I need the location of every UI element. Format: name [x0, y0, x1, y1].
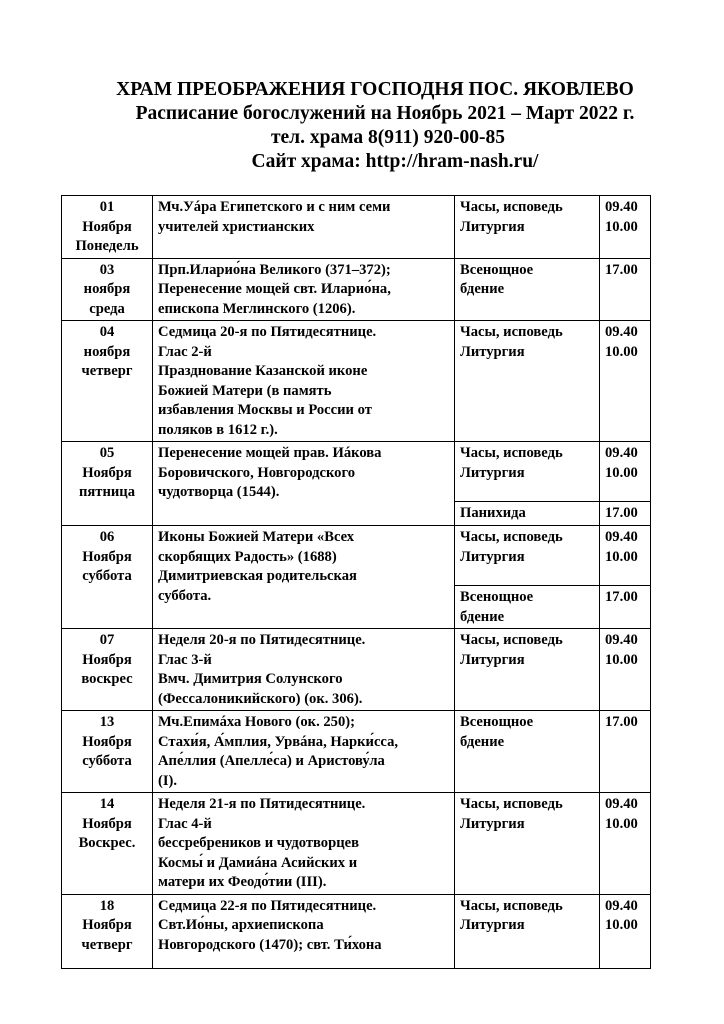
time-cell	[600, 442, 651, 502]
date-line: 07	[99, 632, 115, 648]
feast-description-line: Стахи́я, А́мплия, Урвáна, Нарки́сса,	[158, 733, 399, 750]
service-name: Часы, исповедь	[460, 445, 563, 461]
feast-description-cell	[153, 894, 455, 968]
service-time: 09.40	[605, 796, 638, 812]
feast-description-line: скорбящих Радость» (1688)	[158, 548, 337, 565]
service-name: Литургия	[460, 651, 525, 668]
date-line: Ноября	[82, 733, 132, 750]
schedule-row	[62, 711, 651, 793]
feast-description-line: Глас 3-й	[158, 651, 212, 668]
feast-description-line: Глас 4-й	[158, 815, 212, 832]
service-name: Литургия	[460, 815, 525, 832]
feast-description-cell	[153, 442, 455, 526]
date-cell	[62, 258, 153, 321]
service-name: Часы, исповедь	[460, 897, 563, 914]
date-line: 01	[99, 199, 115, 215]
schedule-row	[62, 793, 651, 895]
service-name: бдение	[460, 608, 505, 625]
service-name: Литургия	[460, 343, 525, 360]
schedule-row	[62, 258, 651, 321]
service-cell	[455, 586, 600, 629]
service-name: Панихида	[460, 505, 526, 521]
feast-description-cell	[153, 711, 455, 793]
date-line: Ноября	[82, 464, 132, 481]
document-header	[0, 78, 724, 174]
feast-description-line: Седмица 22-я по Пятидесятнице.	[158, 897, 377, 914]
date-line: четверг	[81, 936, 133, 953]
date-line: Воскрес.	[78, 835, 136, 851]
service-name: Часы, исповедь	[460, 199, 563, 215]
feast-description-line: Свт.Ио́ны, архиепископа	[158, 917, 324, 933]
date-line: Ноября	[82, 917, 132, 933]
date-line: четверг	[81, 363, 133, 379]
schedule-row	[62, 894, 651, 968]
date-line: суббота	[82, 753, 132, 769]
time-cell	[600, 711, 651, 793]
service-name: Литургия	[460, 548, 525, 565]
time-cell	[600, 894, 651, 968]
service-name: Литургия	[460, 464, 525, 481]
service-time: 17.00	[605, 589, 638, 605]
date-line: Понедель	[75, 238, 139, 254]
date-cell	[62, 894, 153, 968]
date-line: ноября	[83, 281, 131, 297]
date-cell	[62, 629, 153, 711]
feast-description-line: Мч.Епимáха Нового (ок. 250);	[158, 714, 355, 730]
time-cell	[600, 526, 651, 586]
service-cell	[455, 196, 600, 259]
service-name: Всенощное	[460, 589, 534, 605]
date-cell	[62, 793, 153, 895]
service-time: 09.40	[605, 897, 638, 914]
service-name: Литургия	[460, 917, 525, 933]
time-cell	[600, 793, 651, 895]
service-name: Литургия	[460, 218, 525, 235]
date-line: 13	[99, 714, 115, 730]
feast-description-line: Празднование Казанской иконе	[158, 363, 368, 379]
feast-description-line: Димитриевская родительская	[158, 568, 357, 584]
service-cell	[455, 502, 600, 526]
date-cell	[62, 321, 153, 442]
feast-description-line: епископа Меглинского (1206).	[158, 300, 356, 317]
feast-description-line: бессребреников и чудотворцев	[158, 835, 359, 851]
service-time: 10.00	[605, 343, 638, 360]
feast-description-line: Прп.Иларио́на Великого (371–372);	[158, 261, 391, 278]
date-line: Ноября	[82, 815, 132, 832]
feast-description-line: Неделя 20-я по Пятидесятнице.	[158, 632, 366, 648]
feast-description-line: Иконы Божией Матери «Всех	[158, 529, 355, 545]
schedule-row	[62, 196, 651, 259]
service-name: Часы, исповедь	[460, 796, 563, 812]
feast-description-cell	[153, 526, 455, 629]
feast-description-line: Перенесение мощей прав. Иáкова	[158, 445, 382, 461]
date-line: пятница	[79, 484, 135, 500]
feast-description-line: Космы́ и Дамиáна Асийских и	[158, 854, 358, 871]
service-cell	[455, 258, 600, 321]
service-name: Всенощное	[460, 261, 534, 278]
time-cell	[600, 502, 651, 526]
feast-description-line: избавления Москвы и России от	[158, 402, 372, 418]
service-time: 10.00	[605, 815, 638, 832]
service-cell	[455, 442, 600, 502]
schedule-title: Расписание богослужений на Ноябрь 2021 – Март 2022 г.	[135, 103, 635, 124]
service-cell	[455, 629, 600, 711]
date-line: среда	[89, 300, 125, 317]
phone-line: тел. храма 8(911) 920-00-85	[270, 127, 506, 148]
date-line: воскрес	[81, 671, 133, 687]
service-name: Всенощное	[460, 714, 534, 730]
time-cell	[600, 321, 651, 442]
service-name: бдение	[460, 281, 505, 297]
service-time: 09.40	[605, 529, 638, 545]
feast-description-line: Неделя 21-я по Пятидесятнице.	[158, 796, 366, 812]
service-cell	[455, 793, 600, 895]
website-line: Сайт храма: http://hram-nash.ru/	[251, 151, 539, 172]
time-cell	[600, 258, 651, 321]
date-line: 14	[99, 796, 115, 812]
feast-description-line: поляков в 1612 г.).	[158, 421, 278, 438]
service-cell	[455, 321, 600, 442]
feast-description-cell	[153, 196, 455, 259]
service-time: 09.40	[605, 199, 638, 215]
time-cell	[600, 629, 651, 711]
date-line: 06	[99, 529, 115, 545]
service-time: 09.40	[605, 632, 638, 648]
service-time: 17.00	[605, 505, 638, 521]
feast-description-line: (I).	[158, 772, 178, 789]
service-name: бдение	[460, 733, 505, 750]
date-cell	[62, 526, 153, 629]
service-time: 10.00	[605, 218, 638, 235]
schedule-row	[62, 442, 651, 502]
schedule-table	[61, 195, 651, 969]
feast-description-line: Глас 2-й	[158, 343, 212, 360]
feast-description-line: Новгородского (1470); свт. Ти́хона	[158, 936, 382, 953]
service-time: 17.00	[605, 261, 638, 278]
date-line: 18	[99, 897, 115, 914]
date-line: суббота	[82, 568, 132, 584]
service-cell	[455, 894, 600, 968]
service-time: 10.00	[605, 464, 638, 481]
service-time: 10.00	[605, 548, 638, 565]
service-name: Часы, исповедь	[460, 632, 563, 648]
date-cell	[62, 196, 153, 259]
date-cell	[62, 442, 153, 526]
date-line: 05	[99, 445, 115, 461]
service-time: 09.40	[605, 324, 638, 340]
service-time: 09.40	[605, 445, 638, 461]
feast-description-line: Седмица 20-я по Пятидесятнице.	[158, 324, 377, 340]
service-cell	[455, 711, 600, 793]
feast-description-line: Апе́ллия (Апелле́са) и Аристову́ла	[158, 753, 385, 769]
service-time: 10.00	[605, 651, 638, 668]
feast-description-line: суббота.	[158, 587, 212, 604]
date-line: 03	[99, 261, 115, 278]
feast-description-cell	[153, 321, 455, 442]
date-cell	[62, 711, 153, 793]
feast-description-line: Вмч. Димитрия Солунского	[158, 671, 343, 687]
schedule-body	[62, 196, 651, 969]
feast-description-cell	[153, 258, 455, 321]
feast-description-line: чудотворца (1544).	[158, 484, 280, 500]
service-time: 17.00	[605, 714, 638, 730]
feast-description-line: Божией Матери (в память	[158, 382, 332, 399]
feast-description-cell	[153, 793, 455, 895]
schedule-row	[62, 629, 651, 711]
church-title: ХРАМ ПРЕОБРАЖЕНИЯ ГОСПОДНЯ ПОС. ЯКОВЛЕВО	[116, 79, 634, 100]
feast-description-cell	[153, 629, 455, 711]
time-cell	[600, 586, 651, 629]
date-line: Ноября	[82, 218, 132, 235]
feast-description-line: Перенесение мощей свт. Иларио́на,	[158, 281, 391, 297]
service-cell	[455, 526, 600, 586]
service-name: Часы, исповедь	[460, 324, 563, 340]
date-line: 04	[99, 324, 115, 340]
service-time: 10.00	[605, 917, 638, 933]
feast-description-line: Боровичского, Новгородского	[158, 464, 356, 481]
feast-description-line: учителей христианских	[158, 218, 315, 235]
date-line: Ноября	[82, 651, 132, 668]
feast-description-line: Мч.Уáра Египетского и с ним семи	[158, 199, 391, 215]
date-line: ноября	[83, 343, 131, 360]
service-name: Часы, исповедь	[460, 529, 563, 545]
schedule-row	[62, 321, 651, 442]
feast-description-line: (Фессалоникийского) (ок. 306).	[158, 690, 363, 707]
feast-description-line: матери их Феодо́тии (III).	[158, 874, 327, 890]
schedule-row	[62, 526, 651, 586]
time-cell	[600, 196, 651, 259]
date-line: Ноября	[82, 548, 132, 565]
